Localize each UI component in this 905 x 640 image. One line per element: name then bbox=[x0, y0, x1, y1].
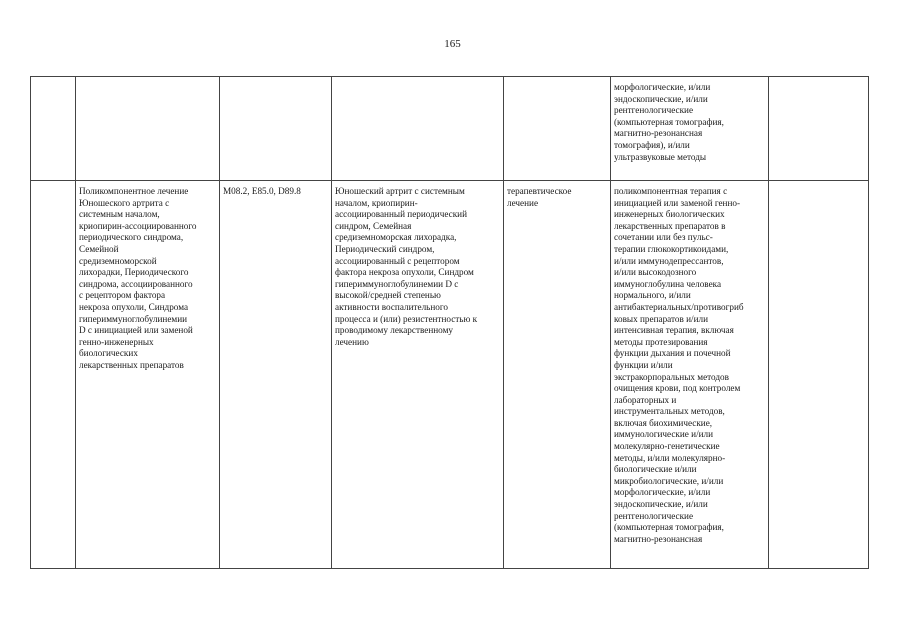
cell-icd-codes: M08.2, E85.0, D89.8 bbox=[220, 181, 332, 569]
page-number: 165 bbox=[444, 38, 461, 50]
cell-cost bbox=[769, 77, 869, 181]
cell-index bbox=[31, 181, 76, 569]
cell-patient-model: Юношеский артрит с системным началом, криопирин- ассоциированный периодический синдром, Семейная средиземноморская лихорадка, Периодический синдром, ассоциированный с рецептором фактора некроза опухоли, Синдром гипериммуноглобулинемии D с высокой/средней степенью активности воспалительного процесса и (или) резистентностью к проводимому лекарственному лечению bbox=[332, 181, 504, 569]
cell-treatment-method: поликомпонентная терапия с инициацией или заменой генно- инженерных биологических лекарственных препаратов в сочетании или без пульс- терапии глюкокортикоидами, и/или иммунодепрессантов, и/или высокодозного иммуноглобулина человека нормального, и/или антибактериальных/противогриб ковых препаратов и/или интенсивная терапия, включая методы протезирования функции дыхания и почечной функции и/или экстракорпоральных методов очищения крови, под контролем лабораторных и инструментальных методов, включая биохимические, иммунологические и/или молекулярно-генетические методы, и/или молекулярно- биологические и/или микробиологические, и/или морфологические, и/или эндоскопические, и/или рентгенологические (компьютерная томография, магнитно-резонансная bbox=[611, 181, 769, 569]
cell-index bbox=[31, 77, 76, 181]
cell-cost bbox=[769, 181, 869, 569]
cell-treatment-type bbox=[504, 77, 611, 181]
cell-patient-model bbox=[332, 77, 504, 181]
cell-icd-codes bbox=[220, 77, 332, 181]
cell-treatment-type: терапевтическое лечение bbox=[504, 181, 611, 569]
cell-treatment-name bbox=[76, 77, 220, 181]
table-row bbox=[31, 77, 869, 181]
table-row bbox=[31, 181, 869, 569]
medical-care-table bbox=[30, 76, 869, 569]
cell-treatment-method: морфологические, и/или эндоскопические, и/или рентгенологические (компьютерная томография, магнитно-резонансная томография), и/или ультразвуковые методы bbox=[611, 77, 769, 181]
cell-treatment-name: Поликомпонентное лечение Юношеского артрита с системным началом, криопирин-ассоциированного периодического синдрома, Семейной средиземноморской лихорадки, Периодического синдрома, ассоциированного с рецептором фактора некроза опухоли, Синдрома гипериммуноглобулинемии D с инициацией или заменой генно-инженерных биологических лекарственных препаратов bbox=[76, 181, 220, 569]
